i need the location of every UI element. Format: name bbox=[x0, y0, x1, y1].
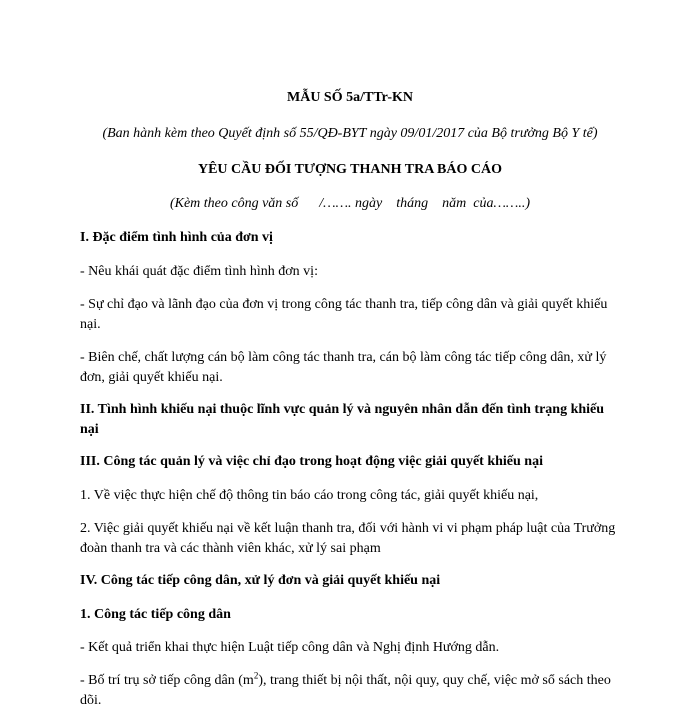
section-1-item-3: - Biên chế, chất lượng cán bộ làm công tác thanh tra, cán bộ làm công tác tiếp công dân, xử lý đơn, giải quyết khiếu nại. bbox=[80, 350, 607, 385]
section-4-item-1: - Kết quả triển khai thực hiện Luật tiếp công dân và Nghị định Hướng dẫn. bbox=[80, 640, 500, 655]
document-title: YÊU CẦU ĐỐI TƯỢNG THANH TRA BÁO CÁO bbox=[197, 162, 503, 177]
section-3-heading: III. Công tác quản lý và việc chỉ đạo trong hoạt động việc giải quyết khiếu nại bbox=[80, 454, 543, 469]
section-4-heading: IV. Công tác tiếp công dân, xử lý đơn và giải quyết khiếu nại bbox=[80, 573, 441, 588]
attached-note: (Kèm theo công văn số /……. ngày tháng năm của……..) bbox=[169, 196, 531, 211]
section-1-item-2: - Sự chỉ đạo và lãnh đạo của đơn vị trong công tác thanh tra, tiếp công dân và giải quyết khiếu nại. bbox=[80, 297, 608, 332]
section-3-item-1: 1. Về việc thực hiện chế độ thông tin báo cáo trong công tác, giải quyết khiếu nại, bbox=[80, 488, 539, 503]
section-4-item-2-part-a: - Bố trí trụ sở tiếp công dân (m bbox=[80, 673, 254, 688]
issued-by-note: (Ban hành kèm theo Quyết định số 55/QĐ-BYT ngày 09/01/2017 của Bộ trưởng Bộ Y tế) bbox=[102, 126, 598, 141]
section-4-item-2 bbox=[80, 671, 620, 711]
superscript-2: 2 bbox=[253, 670, 259, 681]
section-3-item-2: 2. Việc giải quyết khiếu nại về kết luận thanh tra, đối với hành vi vi phạm pháp luật của Trưởng đoàn thanh tra và các thành viên khác, xử lý sai phạm bbox=[80, 521, 616, 556]
document-page bbox=[80, 0, 620, 708]
section-4-subheading-1: 1. Công tác tiếp công dân bbox=[80, 607, 231, 622]
section-2-heading: II. Tình hình khiếu nại thuộc lĩnh vực quản lý và nguyên nhân dẫn đến tình trạng khiếu nại bbox=[80, 402, 605, 437]
section-4-item-2-part-b: ), trang thiết bị nội thất, nội quy, quy chế, việc mở sổ sách theo dõi. bbox=[80, 673, 611, 708]
section-1-item-1: - Nêu khái quát đặc điểm tình hình đơn vị: bbox=[80, 264, 318, 279]
form-number: MẪU SỐ 5a/TTr-KN bbox=[287, 90, 413, 105]
section-1-heading: I. Đặc điểm tình hình của đơn vị bbox=[80, 230, 273, 245]
